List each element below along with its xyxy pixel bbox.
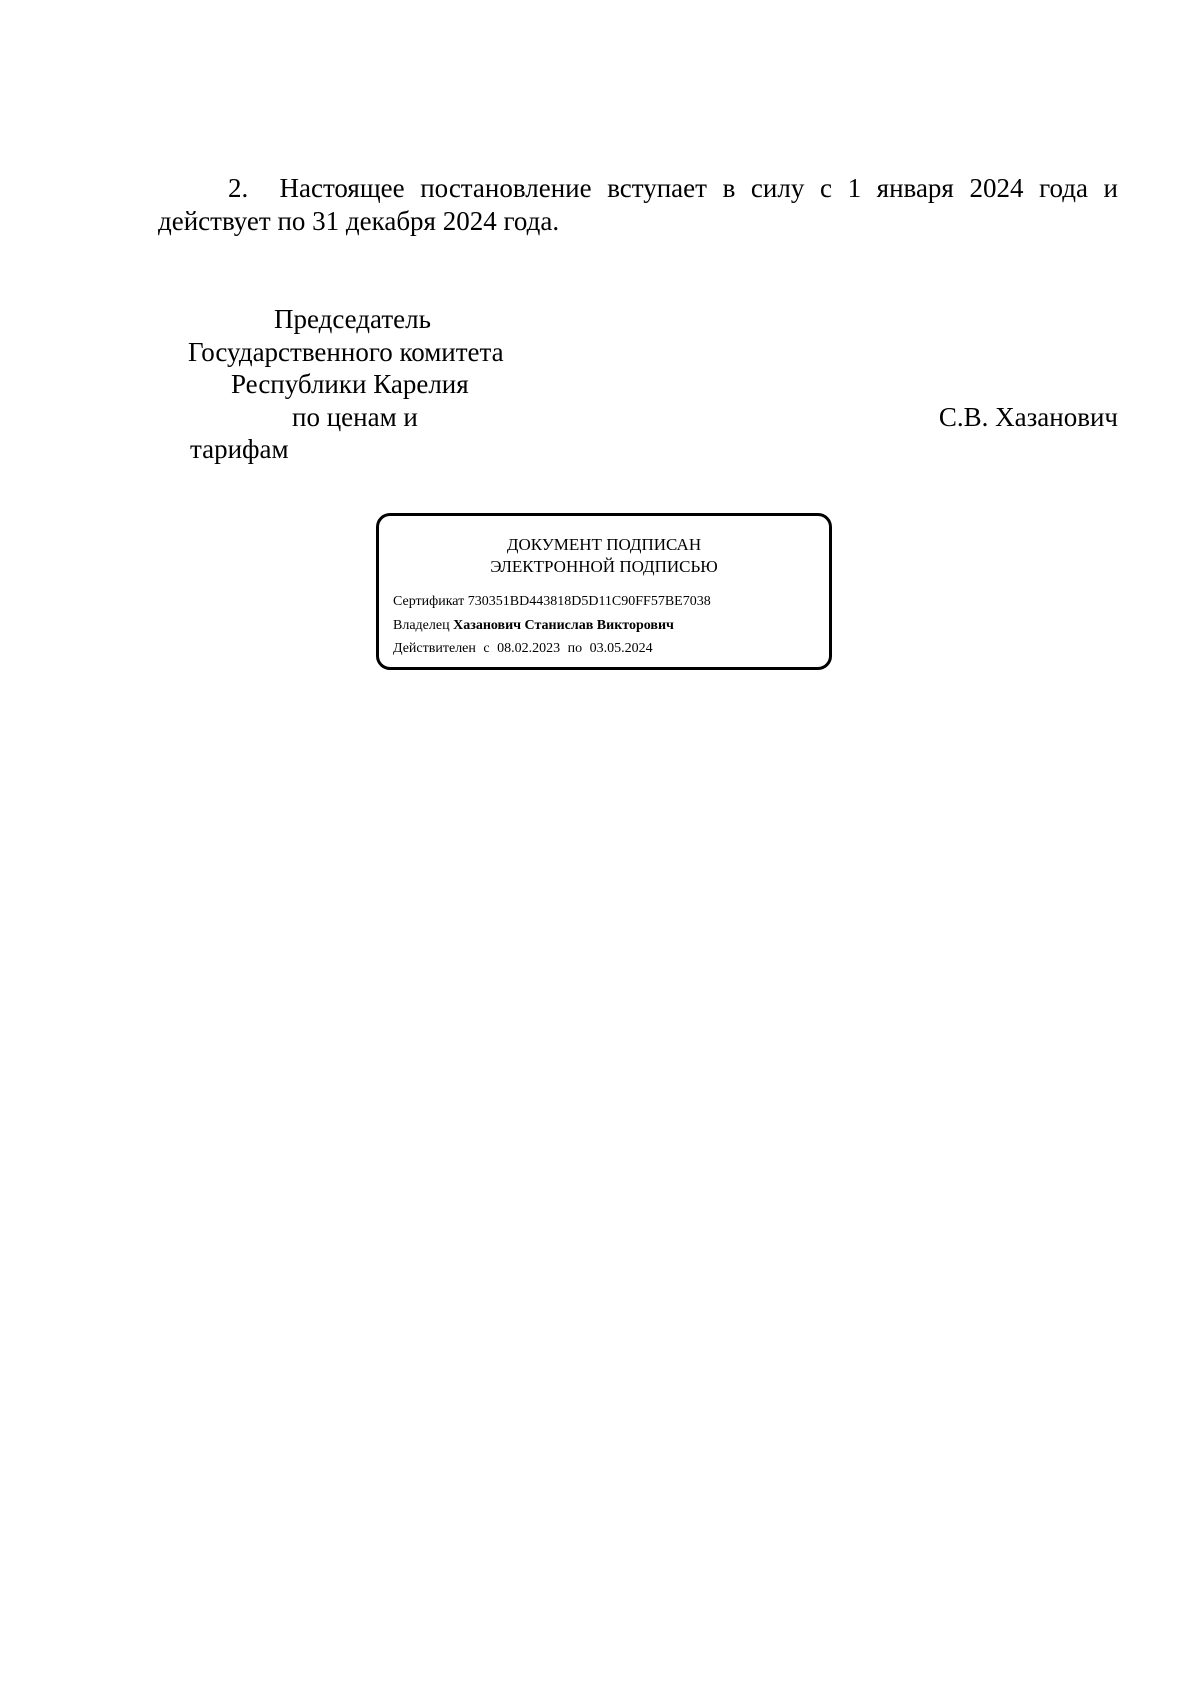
stamp-title — [379, 534, 829, 578]
owner-value: Хазанович Станислав Викторович — [453, 618, 674, 633]
valid-from-prefix: с — [483, 641, 490, 656]
owner-label: Владелец — [393, 618, 450, 633]
valid-to-prefix: по — [567, 641, 583, 656]
valid-from-date: 08.02.2023 — [497, 641, 561, 656]
certificate-label: Сертификат — [393, 594, 465, 609]
paragraph-text: Настоящее постановление вступает в силу с 1 января 2024 года и действует по 31 декабря 2024 года. — [158, 173, 1119, 236]
signer-position-line: тарифам — [190, 434, 289, 464]
signer-name: С.В. Хазанович — [938, 401, 1118, 432]
valid-to-date: 03.05.2024 — [589, 641, 653, 656]
signature-block — [158, 303, 1118, 473]
stamp-title-line: ДОКУМЕНТ ПОДПИСАН — [506, 535, 702, 554]
stamp-validity-row — [393, 640, 653, 658]
signer-position-line: по ценам и — [292, 401, 418, 432]
electronic-signature-stamp — [376, 513, 832, 670]
effective-date-paragraph — [158, 172, 1118, 238]
signer-position-line: Республики Карелия — [231, 369, 469, 399]
valid-label: Действителен — [393, 641, 476, 656]
certificate-value: 730351BD443818D5D11C90FF57BE7038 — [467, 594, 711, 609]
stamp-title-line: ЭЛЕКТРОННОЙ ПОДПИСЬЮ — [490, 557, 718, 576]
signer-position-line: Государственного комитета — [188, 336, 504, 367]
stamp-certificate-row — [393, 593, 711, 611]
stamp-owner-row — [393, 617, 674, 635]
signer-position-line: Председатель — [274, 304, 431, 334]
paragraph-number: 2. — [228, 173, 249, 203]
